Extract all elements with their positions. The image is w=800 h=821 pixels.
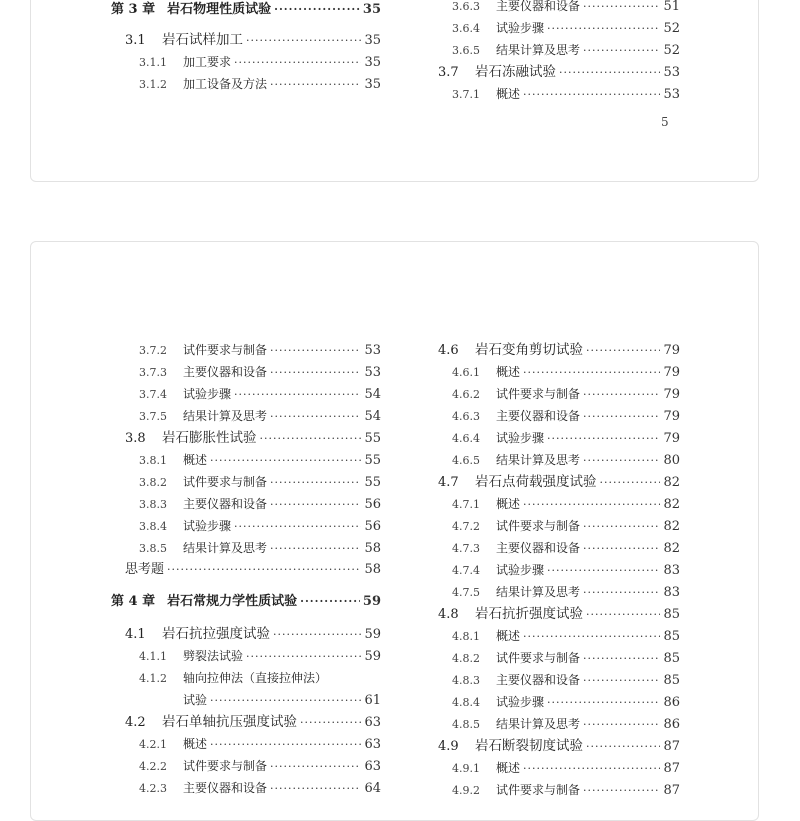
toc-entry[interactable] bbox=[424, 581, 680, 603]
toc-entry-page: 87 bbox=[663, 739, 680, 754]
toc-entry-title: 岩石冻融试验 bbox=[475, 64, 556, 80]
leader-dots bbox=[234, 384, 361, 406]
toc-entry[interactable] bbox=[424, 669, 680, 691]
toc-entry-number: 4.7 bbox=[438, 475, 459, 490]
toc-entry-number: 3.6.4 bbox=[452, 22, 480, 35]
toc-entry[interactable] bbox=[111, 591, 381, 613]
leader-dots bbox=[583, 516, 660, 538]
leader-dots bbox=[210, 690, 361, 712]
toc-entry[interactable] bbox=[424, 647, 680, 669]
leader-dots bbox=[273, 624, 361, 646]
toc-entry-number: 4.8.3 bbox=[452, 674, 480, 687]
leader-dots bbox=[270, 362, 361, 384]
leader-dots bbox=[270, 756, 361, 778]
leader-dots bbox=[523, 362, 660, 384]
toc-entry-number: 3.8.4 bbox=[139, 520, 167, 533]
leader-dots bbox=[270, 406, 361, 428]
toc-entry-page: 87 bbox=[663, 761, 680, 776]
toc-entry[interactable] bbox=[111, 755, 381, 777]
leader-dots bbox=[246, 646, 361, 668]
toc-entry-title: 岩石单轴抗压强度试验 bbox=[162, 714, 297, 730]
toc-entry[interactable] bbox=[111, 645, 381, 667]
toc-entry[interactable] bbox=[424, 17, 680, 39]
toc-entry-title: 概述 bbox=[496, 629, 521, 643]
toc-entry-number: 第 3 章 bbox=[111, 2, 156, 17]
toc-entry-page: 59 bbox=[362, 594, 381, 609]
toc-entry[interactable] bbox=[424, 405, 680, 427]
toc-entry-title: 概述 bbox=[183, 453, 208, 467]
toc-entry-page: 59 bbox=[364, 627, 381, 642]
toc-column-right bbox=[424, 339, 680, 801]
toc-entry[interactable] bbox=[424, 361, 680, 383]
toc-page-main bbox=[30, 241, 759, 821]
toc-entry-page: 52 bbox=[663, 21, 680, 36]
toc-entry[interactable] bbox=[424, 515, 680, 537]
toc-entry-title: 岩石变角剪切试验 bbox=[475, 342, 583, 358]
toc-entry-page: 63 bbox=[364, 759, 381, 774]
toc-entry-page: 79 bbox=[663, 387, 680, 402]
toc-entry[interactable] bbox=[424, 537, 680, 559]
toc-entry-page: 58 bbox=[364, 562, 381, 577]
toc-entry-number: 4.6.1 bbox=[452, 366, 480, 379]
toc-entry-number: 4.6.3 bbox=[452, 410, 480, 423]
toc-entry-number: 3.6.5 bbox=[452, 44, 480, 57]
toc-entry-title: 主要仪器和设备 bbox=[496, 541, 581, 555]
toc-entry-number: 4.8 bbox=[438, 607, 459, 622]
toc-entry-title: 概述 bbox=[183, 737, 208, 751]
toc-entry-page: 79 bbox=[663, 365, 680, 380]
toc-entry-page: 82 bbox=[663, 475, 680, 490]
toc-entry-number: 3.8.5 bbox=[139, 542, 167, 555]
toc-entry[interactable] bbox=[111, 449, 381, 471]
toc-entry[interactable] bbox=[111, 559, 381, 581]
leader-dots bbox=[270, 538, 361, 560]
toc-entry-number: 4.1.2 bbox=[139, 672, 167, 685]
leader-dots bbox=[547, 428, 660, 450]
leader-dots bbox=[586, 736, 660, 758]
leader-dots bbox=[300, 591, 360, 613]
toc-entry-page: 86 bbox=[663, 695, 680, 710]
toc-entry-page: 53 bbox=[663, 65, 680, 80]
leader-dots bbox=[270, 472, 361, 494]
toc-entry-title: 加工要求 bbox=[183, 55, 232, 69]
toc-entry-title: 结果计算及思考 bbox=[496, 585, 581, 599]
toc-entry[interactable] bbox=[111, 29, 381, 51]
toc-entry-number: 3.1.2 bbox=[139, 78, 167, 91]
toc-entry-page: 79 bbox=[663, 343, 680, 358]
leader-dots bbox=[270, 494, 361, 516]
toc-entry-title: 结果计算及思考 bbox=[496, 43, 581, 57]
toc-entry-page: 55 bbox=[364, 431, 381, 446]
toc-entry[interactable] bbox=[111, 0, 381, 21]
toc-entry-page: 54 bbox=[364, 387, 381, 402]
toc-entry-title: 劈裂法试验 bbox=[183, 649, 244, 663]
leader-dots bbox=[270, 778, 361, 800]
toc-entry-number: 4.8.5 bbox=[452, 718, 480, 731]
toc-entry-page: 63 bbox=[364, 737, 381, 752]
toc-entry[interactable] bbox=[111, 493, 381, 515]
toc-entry-page: 85 bbox=[663, 607, 680, 622]
leader-dots bbox=[234, 52, 361, 74]
toc-entry-page: 85 bbox=[663, 673, 680, 688]
toc-entry-page: 35 bbox=[364, 33, 381, 48]
leader-dots bbox=[559, 62, 660, 84]
leader-dots bbox=[523, 626, 660, 648]
toc-entry-number: 3.7.2 bbox=[139, 344, 167, 357]
toc-entry-title: 主要仪器和设备 bbox=[183, 365, 268, 379]
leader-dots bbox=[270, 74, 361, 96]
leader-dots bbox=[583, 648, 660, 670]
leader-dots bbox=[586, 604, 660, 626]
toc-entry-title: 试验步骤 bbox=[496, 563, 545, 577]
leader-dots bbox=[583, 714, 660, 736]
leader-dots bbox=[583, 384, 660, 406]
leader-dots bbox=[523, 758, 660, 780]
toc-entry-page: 61 bbox=[364, 693, 381, 708]
toc-entry-number: 4.9 bbox=[438, 739, 459, 754]
toc-entry[interactable] bbox=[111, 361, 381, 383]
leader-dots bbox=[583, 780, 660, 802]
toc-entry-title: 思考题 bbox=[125, 562, 165, 577]
toc-column-right bbox=[424, 0, 680, 105]
toc-entry-title: 试验步骤 bbox=[496, 21, 545, 35]
toc-entry-page: 82 bbox=[663, 519, 680, 534]
toc-entry-title: 试验步骤 bbox=[183, 519, 232, 533]
toc-entry-title: 试验步骤 bbox=[496, 695, 545, 709]
leader-dots bbox=[274, 0, 360, 21]
toc-entry-title: 试验步骤 bbox=[183, 387, 232, 401]
toc-entry-number: 3.7.4 bbox=[139, 388, 167, 401]
toc-entry[interactable] bbox=[424, 339, 680, 361]
toc-entry[interactable] bbox=[111, 515, 381, 537]
toc-entry[interactable] bbox=[424, 603, 680, 625]
toc-entry-page: 56 bbox=[364, 519, 381, 534]
toc-entry-title: 岩石膨胀性试验 bbox=[162, 430, 257, 446]
leader-dots bbox=[547, 560, 660, 582]
toc-entry-number: 4.8.2 bbox=[452, 652, 480, 665]
toc-entry-page: 86 bbox=[663, 717, 680, 732]
toc-entry-page: 35 bbox=[364, 77, 381, 92]
toc-column-left bbox=[111, 339, 381, 799]
toc-entry-number: 第 4 章 bbox=[111, 594, 156, 609]
leader-dots bbox=[600, 472, 661, 494]
leader-dots bbox=[260, 428, 362, 450]
toc-entry-number: 4.7.2 bbox=[452, 520, 480, 533]
toc-entry-number: 3.6.3 bbox=[452, 0, 480, 13]
toc-entry-number: 4.2 bbox=[125, 715, 146, 730]
toc-entry-number: 4.6 bbox=[438, 343, 459, 358]
toc-entry-title: 试件要求与制备 bbox=[496, 387, 581, 401]
leader-dots bbox=[583, 406, 660, 428]
toc-entry-title: 试验步骤 bbox=[496, 431, 545, 445]
toc-entry[interactable] bbox=[111, 73, 381, 95]
toc-entry-page: 51 bbox=[663, 0, 680, 14]
toc-entry-title: 岩石试样加工 bbox=[162, 32, 243, 48]
toc-entry-number: 4.8.1 bbox=[452, 630, 480, 643]
toc-entry-title: 岩石抗折强度试验 bbox=[475, 606, 583, 622]
toc-entry[interactable] bbox=[424, 471, 680, 493]
toc-entry[interactable] bbox=[111, 339, 381, 361]
toc-entry-number: 4.7.4 bbox=[452, 564, 480, 577]
toc-entry-title: 结果计算及思考 bbox=[496, 453, 581, 467]
toc-entry[interactable] bbox=[424, 625, 680, 647]
toc-entry-page: 55 bbox=[364, 453, 381, 468]
toc-entry-number: 3.7 bbox=[438, 65, 459, 80]
leader-dots bbox=[270, 340, 361, 362]
leader-dots bbox=[300, 712, 361, 734]
leader-dots bbox=[523, 84, 660, 106]
toc-entry-title: 结果计算及思考 bbox=[183, 541, 268, 555]
toc-entry-title: 概述 bbox=[496, 365, 521, 379]
toc-entry-page: 83 bbox=[663, 585, 680, 600]
leader-dots bbox=[583, 582, 660, 604]
toc-entry[interactable] bbox=[111, 711, 381, 733]
leader-dots bbox=[210, 734, 361, 756]
toc-entry-page: 56 bbox=[364, 497, 381, 512]
toc-entry-page: 80 bbox=[663, 453, 680, 468]
toc-entry[interactable] bbox=[111, 471, 381, 493]
toc-entry[interactable] bbox=[111, 623, 381, 645]
toc-entry-page: 82 bbox=[663, 497, 680, 512]
toc-entry-title: 试件要求与制备 bbox=[183, 759, 268, 773]
toc-entry-title: 概述 bbox=[496, 87, 521, 101]
page-number: 5 bbox=[661, 115, 669, 129]
toc-entry-page: 54 bbox=[364, 409, 381, 424]
toc-entry[interactable] bbox=[111, 51, 381, 73]
toc-entry[interactable] bbox=[424, 427, 680, 449]
toc-entry[interactable] bbox=[111, 405, 381, 427]
toc-entry-title: 主要仪器和设备 bbox=[496, 409, 581, 423]
toc-entry-number: 4.9.1 bbox=[452, 762, 480, 775]
toc-entry-number: 3.8.3 bbox=[139, 498, 167, 511]
toc-entry-title: 概述 bbox=[496, 497, 521, 511]
leader-dots bbox=[583, 670, 660, 692]
leader-dots bbox=[246, 30, 361, 52]
toc-entry-page: 52 bbox=[663, 43, 680, 58]
toc-entry-title: 概述 bbox=[496, 761, 521, 775]
toc-entry-title: 岩石断裂韧度试验 bbox=[475, 738, 583, 754]
toc-entry[interactable] bbox=[424, 691, 680, 713]
toc-entry[interactable] bbox=[424, 757, 680, 779]
leader-dots bbox=[586, 340, 660, 362]
toc-entry-title: 主要仪器和设备 bbox=[496, 0, 581, 13]
toc-entry-number: 4.1.1 bbox=[139, 650, 167, 663]
toc-entry-page: 79 bbox=[663, 409, 680, 424]
toc-entry-number: 4.1 bbox=[125, 627, 146, 642]
toc-entry-number: 3.7.5 bbox=[139, 410, 167, 423]
toc-entry-number: 3.8 bbox=[125, 431, 146, 446]
toc-entry[interactable] bbox=[111, 383, 381, 405]
toc-entry-title: 试件要求与制备 bbox=[183, 343, 268, 357]
toc-entry[interactable] bbox=[424, 735, 680, 757]
toc-entry-number: 3.1.1 bbox=[139, 56, 167, 69]
toc-entry[interactable] bbox=[424, 383, 680, 405]
toc-page-top bbox=[30, 0, 759, 182]
toc-entry-number: 3.1 bbox=[125, 33, 146, 48]
toc-entry-number: 3.8.2 bbox=[139, 476, 167, 489]
toc-entry-number: 4.7.1 bbox=[452, 498, 480, 511]
leader-dots bbox=[583, 450, 660, 472]
toc-entry[interactable] bbox=[424, 493, 680, 515]
toc-entry-number: 4.2.2 bbox=[139, 760, 167, 773]
toc-entry-page: 55 bbox=[364, 475, 381, 490]
toc-entry[interactable] bbox=[424, 559, 680, 581]
toc-entry-page: 35 bbox=[362, 2, 381, 17]
toc-entry[interactable] bbox=[424, 0, 680, 17]
toc-entry-title: 轴向拉伸法（直接拉伸法） bbox=[183, 671, 328, 685]
toc-entry-title: 结果计算及思考 bbox=[496, 717, 581, 731]
leader-dots bbox=[523, 494, 660, 516]
toc-entry[interactable] bbox=[111, 689, 381, 711]
toc-entry[interactable] bbox=[111, 427, 381, 449]
toc-entry-title: 试件要求与制备 bbox=[183, 475, 268, 489]
toc-entry-page: 83 bbox=[663, 563, 680, 578]
toc-entry-page: 82 bbox=[663, 541, 680, 556]
toc-entry-page: 64 bbox=[364, 781, 381, 796]
toc-entry-number: 4.6.5 bbox=[452, 454, 480, 467]
toc-entry-page: 58 bbox=[364, 541, 381, 556]
leader-dots bbox=[583, 40, 660, 62]
toc-entry-number: 4.2.3 bbox=[139, 782, 167, 795]
toc-entry-title: 主要仪器和设备 bbox=[183, 781, 268, 795]
leader-dots bbox=[167, 559, 361, 581]
toc-entry[interactable] bbox=[424, 61, 680, 83]
toc-entry[interactable] bbox=[424, 39, 680, 61]
toc-entry-page: 35 bbox=[364, 55, 381, 70]
toc-column-left bbox=[111, 0, 381, 95]
leader-dots bbox=[547, 692, 660, 714]
toc-entry-title: 试验 bbox=[183, 693, 208, 707]
toc-entry-page: 63 bbox=[364, 715, 381, 730]
toc-entry[interactable] bbox=[111, 777, 381, 799]
toc-entry-page: 59 bbox=[364, 649, 381, 664]
toc-entry-page: 85 bbox=[663, 629, 680, 644]
toc-entry-title: 试件要求与制备 bbox=[496, 651, 581, 665]
leader-dots bbox=[547, 18, 660, 40]
leader-dots bbox=[210, 450, 361, 472]
leader-dots bbox=[583, 0, 660, 18]
toc-entry[interactable] bbox=[424, 713, 680, 735]
toc-entry-page: 53 bbox=[364, 365, 381, 380]
toc-entry[interactable] bbox=[111, 733, 381, 755]
toc-entry-title: 岩石物理性质试验 bbox=[167, 2, 272, 17]
toc-entry[interactable] bbox=[424, 83, 680, 105]
toc-entry-title: 试件要求与制备 bbox=[496, 519, 581, 533]
toc-entry-page: 85 bbox=[663, 651, 680, 666]
toc-entry-title: 主要仪器和设备 bbox=[183, 497, 268, 511]
toc-entry[interactable] bbox=[424, 449, 680, 471]
toc-entry-number: 4.7.5 bbox=[452, 586, 480, 599]
toc-entry-number: 3.7.1 bbox=[452, 88, 480, 101]
toc-entry-page: 53 bbox=[364, 343, 381, 358]
toc-entry-number: 4.2.1 bbox=[139, 738, 167, 751]
toc-entry-title: 试件要求与制备 bbox=[496, 783, 581, 797]
toc-entry[interactable] bbox=[111, 537, 381, 559]
toc-entry-page: 87 bbox=[663, 783, 680, 798]
toc-entry-number: 4.6.2 bbox=[452, 388, 480, 401]
toc-entry-page: 53 bbox=[663, 87, 680, 102]
toc-entry-page: 79 bbox=[663, 431, 680, 446]
toc-entry-title: 加工设备及方法 bbox=[183, 77, 268, 91]
toc-entry-title: 主要仪器和设备 bbox=[496, 673, 581, 687]
toc-entry-number: 4.8.4 bbox=[452, 696, 480, 709]
toc-entry[interactable] bbox=[111, 667, 381, 689]
toc-entry[interactable] bbox=[424, 779, 680, 801]
toc-entry-title: 岩石抗拉强度试验 bbox=[162, 626, 270, 642]
leader-dots bbox=[234, 516, 361, 538]
toc-entry-number: 3.8.1 bbox=[139, 454, 167, 467]
toc-entry-number: 4.9.2 bbox=[452, 784, 480, 797]
leader-dots bbox=[583, 538, 660, 560]
toc-entry-title: 岩石点荷载强度试验 bbox=[475, 474, 597, 490]
toc-entry-number: 4.6.4 bbox=[452, 432, 480, 445]
toc-entry-title: 结果计算及思考 bbox=[183, 409, 268, 423]
toc-entry-number: 4.7.3 bbox=[452, 542, 480, 555]
toc-entry-number: 3.7.3 bbox=[139, 366, 167, 379]
toc-entry-title: 岩石常规力学性质试验 bbox=[167, 594, 298, 609]
